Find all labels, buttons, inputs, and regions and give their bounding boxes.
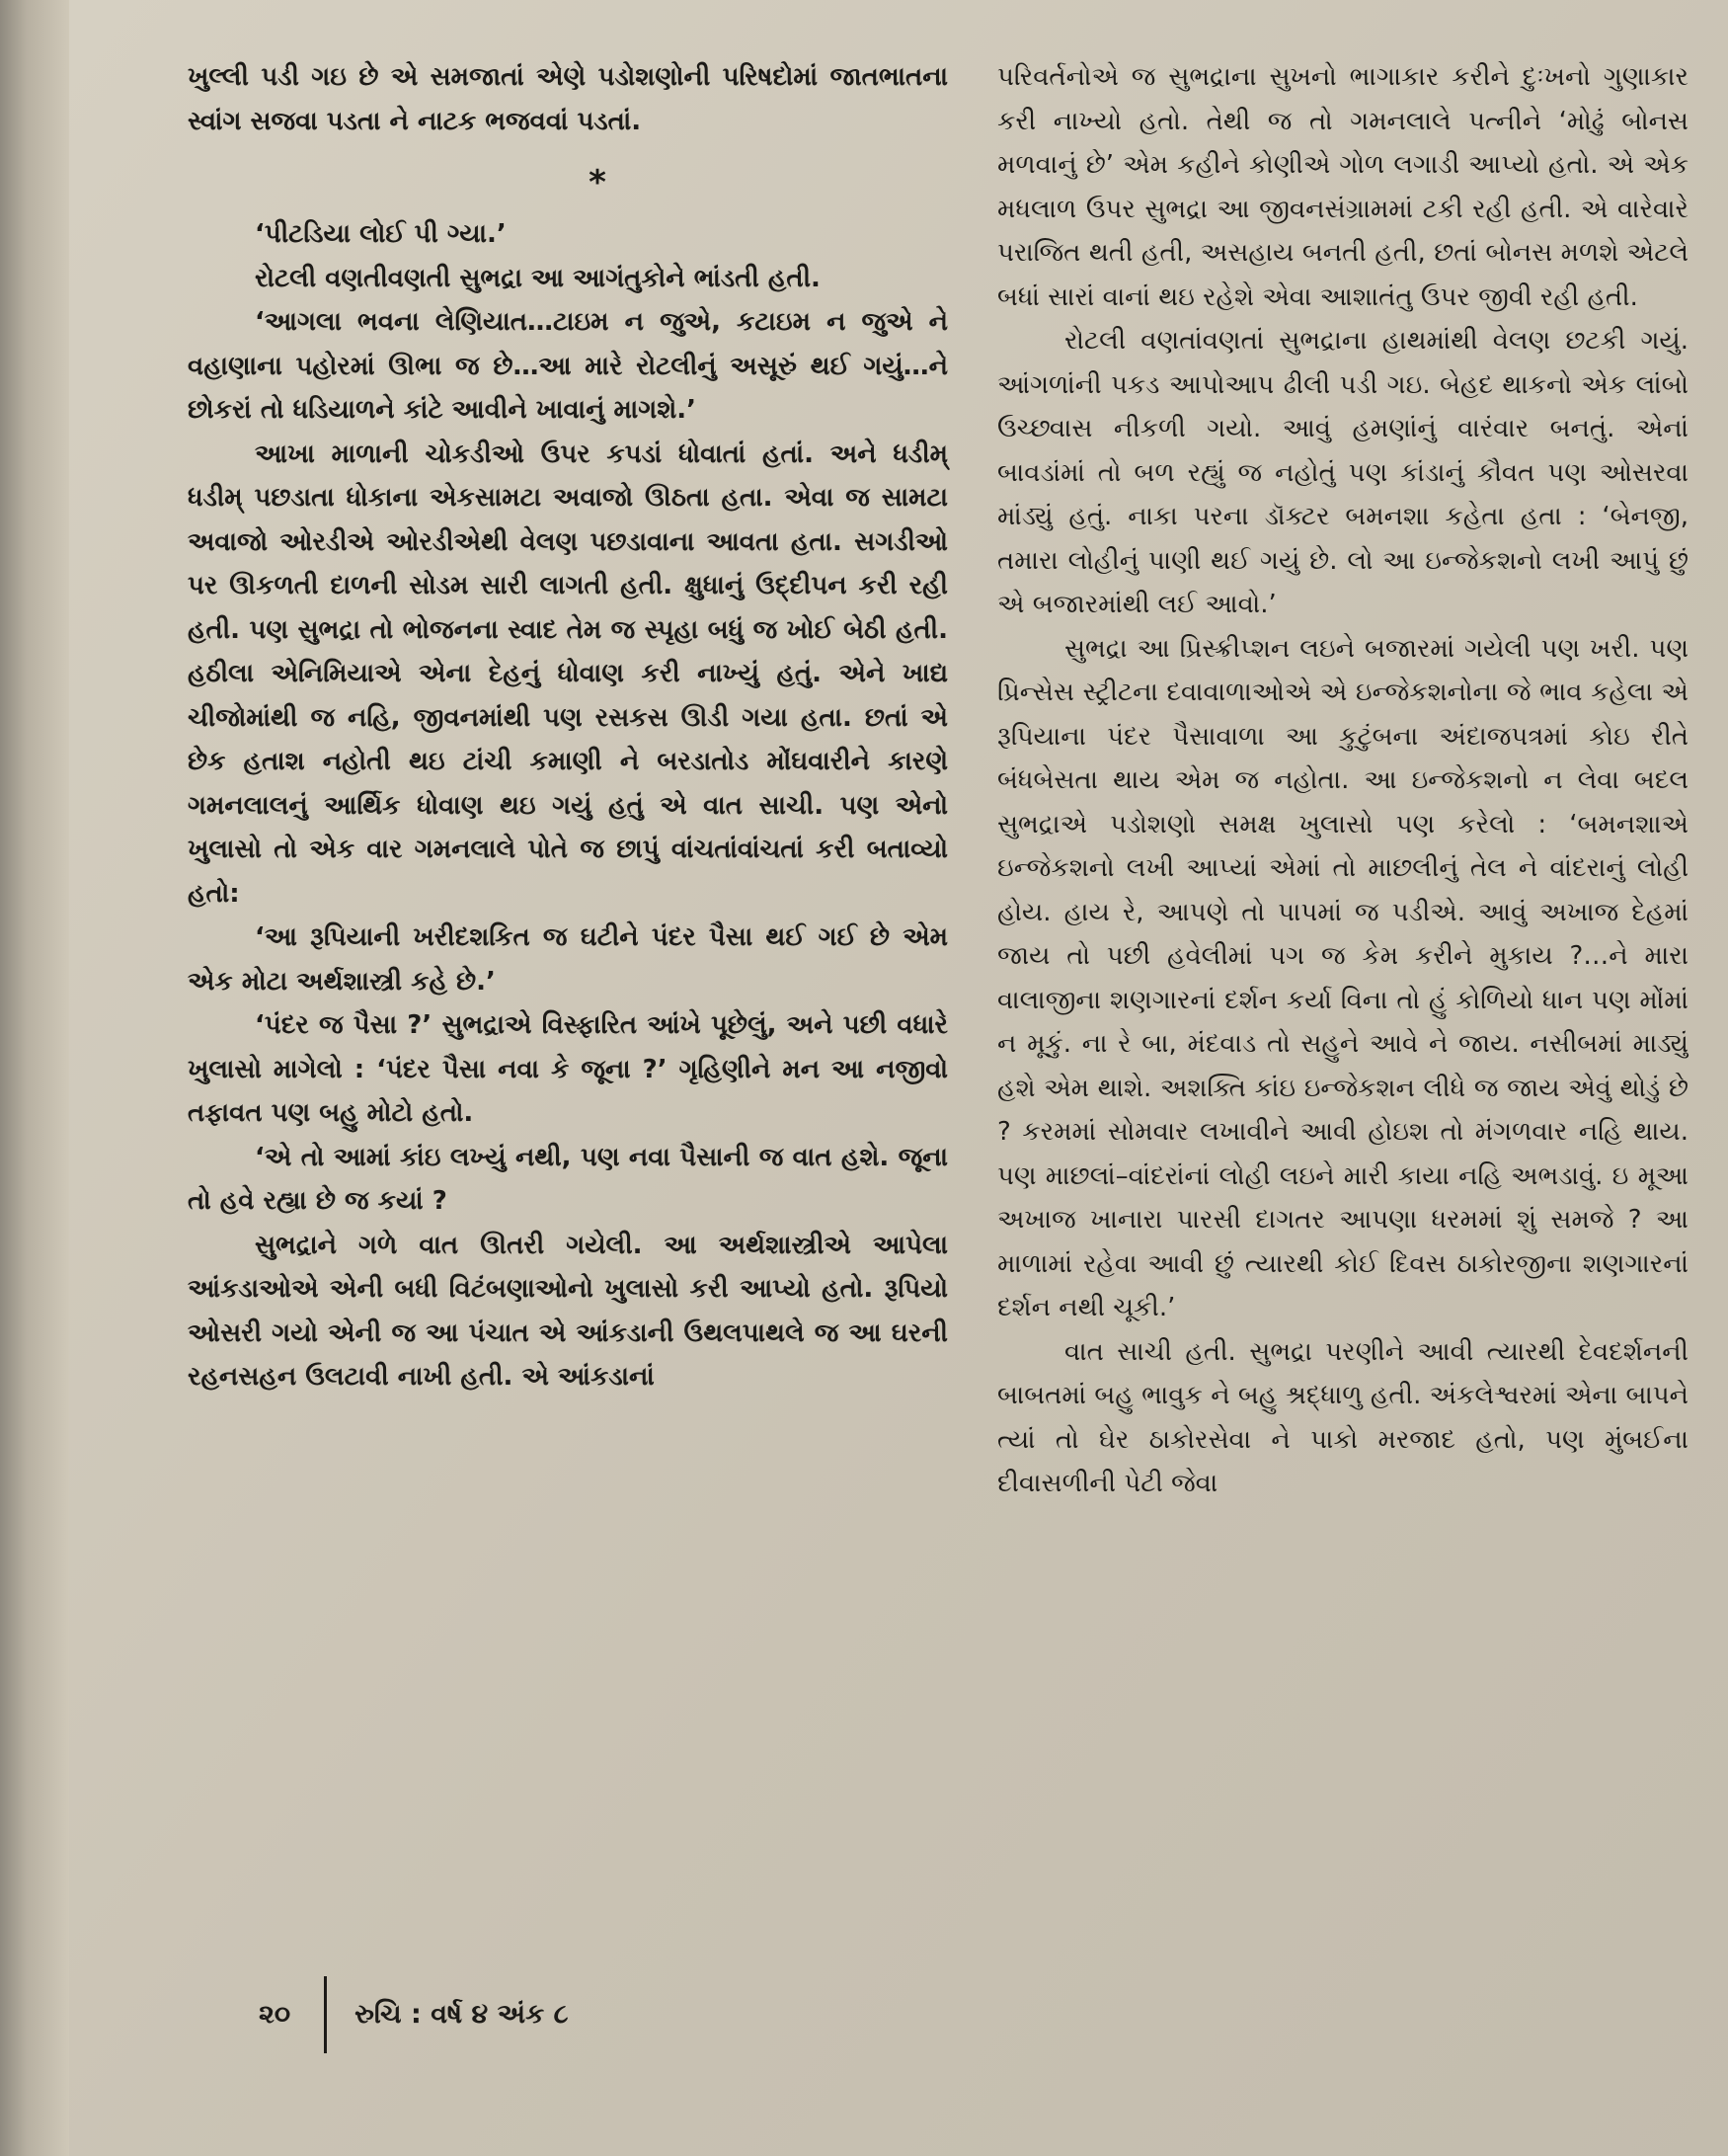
right-column <box>997 55 1689 1506</box>
paragraph: ‘આ રૂપિયાની ખરીદશકિત જ ઘટીને પંદર પૈસા થઈ ગઈ છે એમ એક મોટા અર્થશાસ્ત્રી કહે છે.’ <box>188 922 948 997</box>
paragraph: ‘પીટડિયા લોઈ પી ગ્યા.’ <box>255 219 507 249</box>
left-column <box>188 55 948 1399</box>
paragraph: વાત સાચી હતી. સુભદ્રા પરણીને આવી ત્યારથી દેવદર્શનની બાબતમાં બહુ ભાવુક ને બહુ શ્રદ્ધાળુ હતી. અંકલેશ્વરમાં એના બાપને ત્યાં તો ઘેર ઠાકોરસેવા ને પાકો મરજાદ હતો, પણ મુંબઈના દીવાસળીની પેટી જેવા <box>997 1336 1689 1498</box>
paragraph: ખુલ્લી પડી ગઇ છે એ સમજાતાં એણે પડોશણોની પરિષદોમાં જાતભાતના સ્વાંગ સજવા પડતા ને નાટક ભજવવાં પડતાં. <box>188 62 948 136</box>
page-binding-edge <box>0 0 69 2156</box>
paragraph: રોટલી વણતાંવણતાં સુભદ્રાના હાથમાંથી વેલણ છટકી ગયું. આંગળાંની પકડ આપોઆપ ઢીલી પડી ગઇ. બેહદ થાકનો એક લાંબો ઉચ્છ્વાસ નીકળી ગયો. આવું હમણાંનું વારંવાર બનતું. એનાં બાવડાંમાં તો બળ રહ્યું જ નહોતું પણ કાંડાનું કૌવત પણ ઓસરવા માંડ્યું હતું. નાકા પરના ડૉક્ટર બમનશા કહેતા હતા : ‘બેનજી, તમારા લોહીનું પાણી થઈ ગયું છે. લો આ ઇન્જેકશનો લખી આપું છું એ બજારમાંથી લઈ આવો.’ <box>997 326 1689 619</box>
paragraph: ‘એ તો આમાં કાંઇ લખ્યું નથી, પણ નવા પૈસાની જ વાત હશે. જૂના તો હવે રહ્યા છે જ કયાં ? <box>188 1142 948 1216</box>
section-separator: * <box>589 163 606 202</box>
footer-divider <box>324 1976 327 2053</box>
page-footer <box>259 1985 568 2044</box>
paragraph: સુભદ્રાને ગળે વાત ઊતરી ગયેલી. આ અર્થશાસ્ત્રીએ આપેલા આંકડાઓએ એની બધી વિટંબણાઓનો ખુલાસો કરી આપ્યો હતો. રૂપિયો ઓસરી ગયો એની જ આ પંચાત એ આંકડાની ઉથલપાથલે જ આ ઘરની રહનસહન ઉલટાવી નાખી હતી. એ આંકડાનાં <box>188 1230 948 1392</box>
paragraph: સુભદ્રા આ પ્રિસ્ક્રીપ્શન લઇને બજારમાં ગયેલી પણ ખરી. પણ પ્રિન્સેસ સ્ટ્રીટના દવાવાળાઓએ એ ઇન્જેકશનોના જે ભાવ કહેલા એ રૂપિયાના પંદર પૈસાવાળા આ કુટુંબના અંદાજપત્રમાં કોઇ રીતે બંધબેસતા થાય એમ જ નહોતા. આ ઇન્જેકશનો ન લેવા બદલ સુભદ્રાએ પડોશણો સમક્ષ ખુલાસો પણ કરેલો : ‘બમનશાએ ઇન્જેકશનો લખી આપ્યાં એમાં તો માછલીનું તેલ ને વાંદરાનું લોહી હોય. હાય રે, આપણે તો પાપમાં જ પડીએ. આવું અખાજ દેહમાં જાય તો પછી હવેલીમાં પગ જ કેમ કરીને મુકાય ?…ને મારા વાલાજીના શણગારનાં દર્શન કર્યા વિના તો હું કોળિયો ધાન પણ મોંમાં ન મૂકું. ના રે બા, મંદવાડ તો સહુને આવે ને જાય. નસીબમાં માડ્યું હશે એમ થાશે. અશક્તિ કાંઇ ઇન્જેકશન લીધે જ જાય એવું થોડું છે ? કરમમાં સોમવાર લખાવીને આવી હોઇશ તો મંગળવાર નહિ થાય. પણ માછલાં–વાંદરાંનાં લોહી લઇને મારી કાયા નહિ અભડાવું. ઇ મૂઆ અખાજ ખાનારા પારસી દાગતર આપણા ધરમમાં શું સમજે ? આ માળામાં રહેવા આવી છું ત્યારથી કોઈ દિવસ ઠાકોરજીના શણગારનાં દર્શન નથી ચૂકી.’ <box>997 633 1689 1322</box>
page-number: ૨૦ <box>259 1999 291 2030</box>
paragraph: આખા માળાની ચોકડીઓ ઉપર કપડાં ધોવાતાં હતાં. અને ધડીમ્ ધડીમ્ પછડાતા ધોકાના એકસામટા અવાજો ઊઠતા હતા. એવા જ સામટા અવાજો ઓરડીએ ઓરડીએથી વેલણ પછડાવાના આવતા હતા. સગડીઓ પર ઊકળતી દાળની સોડમ સારી લાગતી હતી. ક્ષુધાનું ઉદ્દીપન કરી રહી હતી. પણ સુભદ્રા તો ભોજનના સ્વાદ તેમ જ સ્પૃહા બધું જ ખોઈ બેઠી હતી. હઠીલા એનિમિયાએ એના દેહનું ધોવાણ કરી નાખ્યું હતું. એને ખાદ્ય ચીજોમાંથી જ નહિ, જીવનમાંથી પણ રસકસ ઊડી ગયા હતા. છતાં એ છેક હતાશ નહોતી થઇ ટાંચી કમાણી ને બરડાતોડ મોંઘવારીને કારણે ગમનલાલનું આર્થિક ધોવાણ થઇ ગયું હતું એ વાત સાચી. પણ એનો ખુલાસો તો એક વાર ગમનલાલે પોતે જ છાપું વાંચતાંવાંચતાં કરી બતાવ્યો હતો: <box>188 439 948 909</box>
paragraph: ‘પંદર જ પૈસા ?’ સુભદ્રાએ વિસ્ફારિત આંખે પૂછેલું, અને પછી વધારે ખુલાસો માગેલો : ‘પંદર પૈસા નવા કે જૂના ?’ ગૃહિણીને મન આ નજીવો તફાવત પણ બહુ મોટો હતો. <box>188 1010 948 1128</box>
paragraph: પરિવર્તનોએ જ સુભદ્રાના સુખનો ભાગાકાર કરીને દુઃખનો ગુણાકાર કરી નાખ્યો હતો. તેથી જ તો ગમનલાલે પત્નીને ‘મોઢું બોનસ મળવાનું છે’ એમ કહીને કોણીએ ગોળ લગાડી આપ્યો હતો. એ એક મધલાળ ઉપર સુભદ્રા આ જીવનસંગ્રામમાં ટકી રહી હતી. એ વારેવારે પરાજિત થતી હતી, અસહાય બનતી હતી, છતાં બોનસ મળશે એટલે બધાં સારાં વાનાં થઇ રહેશે એવા આશાતંતુ ઉપર જીવી રહી હતી. <box>997 62 1689 312</box>
paragraph: ‘આગલા ભવના લેણિયાત…ટાઇમ ન જુએ, કટાઇમ ન જુએ ને વહાણાના પહોરમાં ઊભા જ છે…આ મારે રોટલીનું અસૂરું થઈ ગયું…ને છોકરાં તો ધડિયાળને કાંટે આવીને ખાવાનું માગશે.’ <box>188 307 948 425</box>
paragraph: રોટલી વણતીવણતી સુભદ્રા આ આગંતુકોને ભાંડતી હતી. <box>255 263 821 293</box>
journal-issue: રુચિ : વર્ષ ૪ અંક ૮ <box>354 1999 569 2030</box>
